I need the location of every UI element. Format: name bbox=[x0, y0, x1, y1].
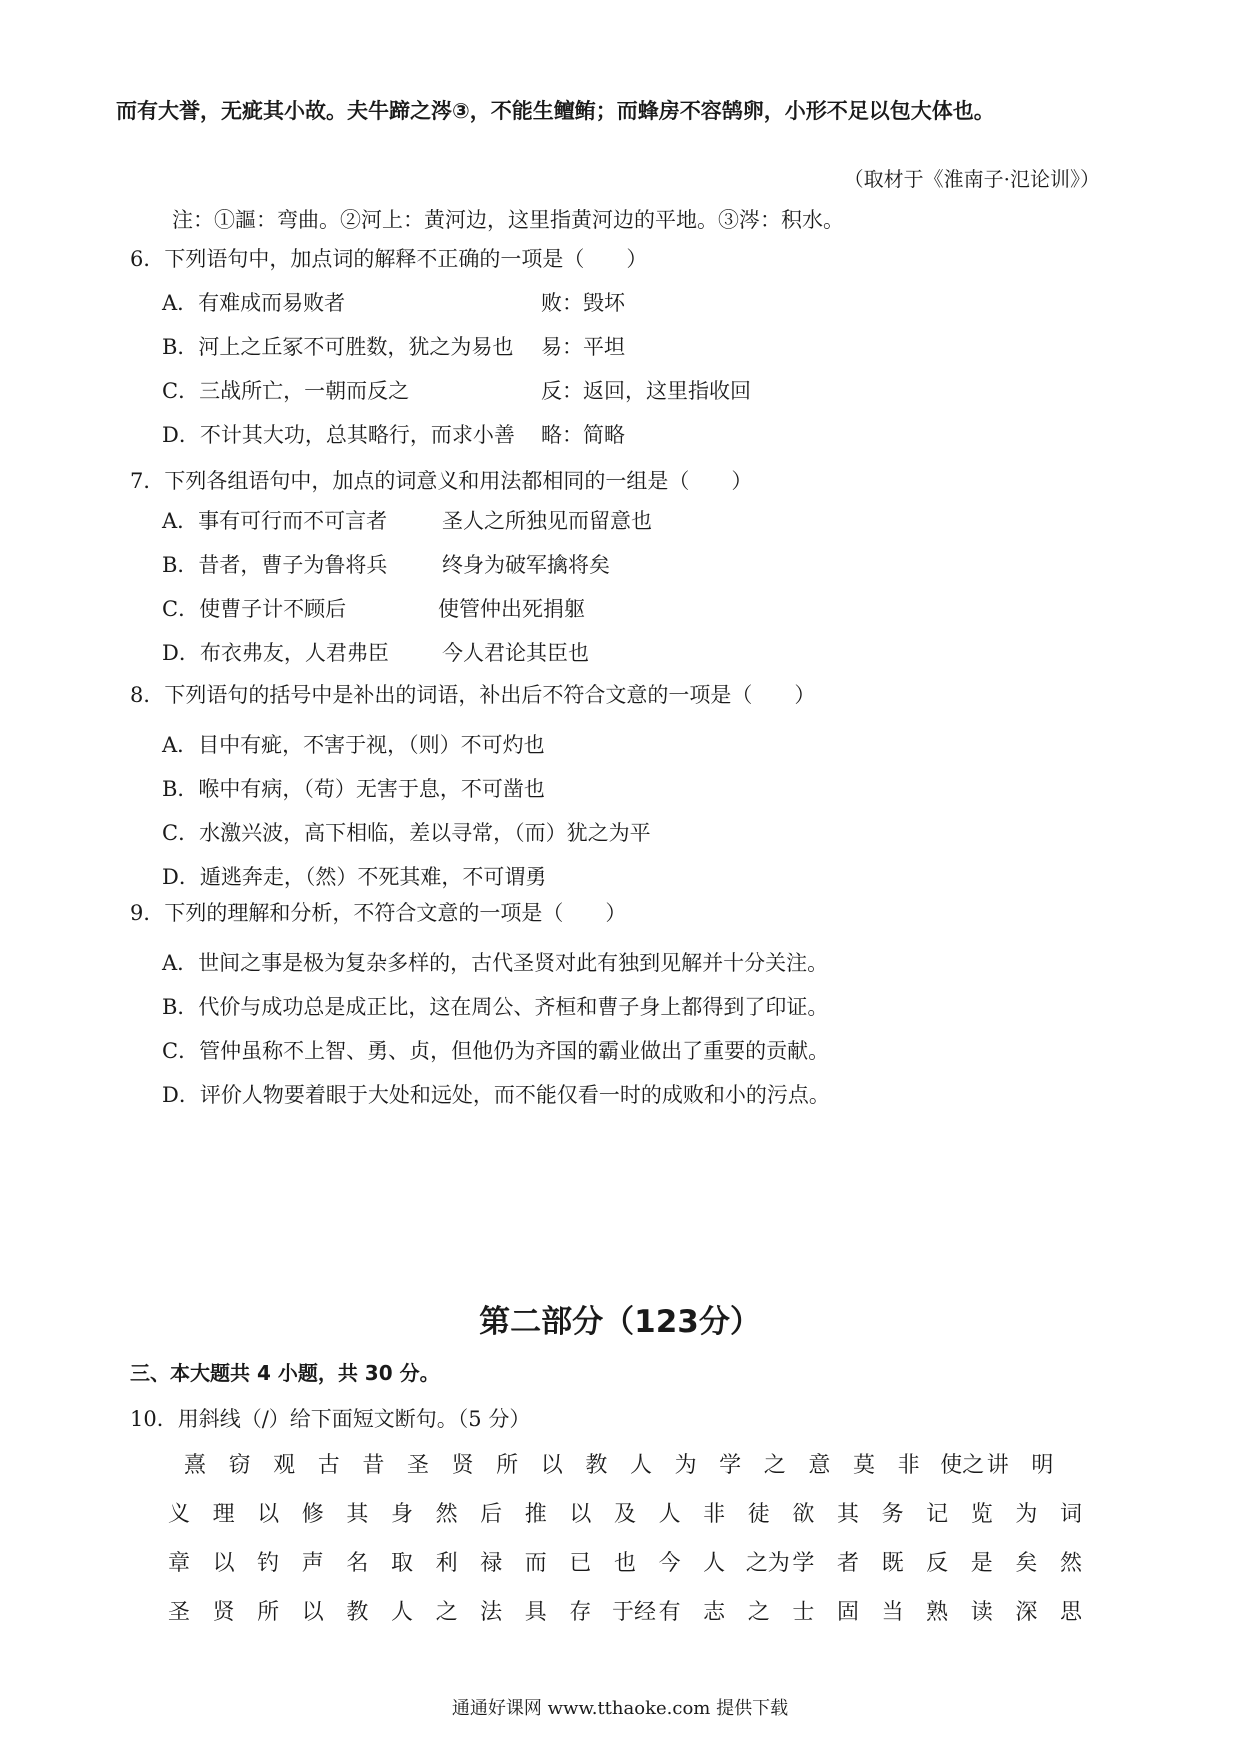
q6-option-a: A．有难成而易败者 bbox=[162, 291, 346, 315]
grid-char: 以 bbox=[569, 1502, 592, 1527]
grid-char: 然 bbox=[435, 1502, 458, 1527]
grid-line-4 bbox=[167, 1595, 1130, 1644]
grid-char: 士 bbox=[792, 1600, 815, 1625]
q7-option-b-left: B．昔者，曹子为鲁将兵 bbox=[162, 553, 388, 577]
grid-char: 有 bbox=[658, 1600, 681, 1625]
grid-char: 读 bbox=[970, 1600, 993, 1625]
page-footer: 通通好课网 www.tthaoke.com 提供下载 bbox=[451, 1698, 789, 1719]
grid-char: 也 bbox=[613, 1551, 636, 1576]
q6-option-b-explain: 易：平坦 bbox=[541, 335, 625, 359]
grid-char: 学 bbox=[792, 1551, 815, 1576]
grid-char: 以 bbox=[257, 1502, 280, 1527]
grid-char: 思 bbox=[1059, 1600, 1082, 1625]
q8-option-a: A．目中有疵，不害于视，（则）不可灼也 bbox=[162, 733, 545, 757]
grid-char: 贤 bbox=[451, 1453, 474, 1478]
grid-char: 具 bbox=[524, 1600, 547, 1625]
q7-option-c-left: C．使曹子计不顾后 bbox=[162, 597, 347, 621]
grid-char: 讲 bbox=[986, 1453, 1009, 1478]
grid-char: 深 bbox=[1015, 1600, 1038, 1625]
q9-option-b: B．代价与成功总是成正比，这在周公、齐桓和曹子身上都得到了印证。 bbox=[162, 995, 829, 1019]
grid-char: 取 bbox=[390, 1551, 413, 1576]
q6-option-d-explain: 略：简略 bbox=[541, 423, 625, 447]
q7-option-b-right: 终身为破军擒将矣 bbox=[442, 553, 610, 577]
q8-option-d: D．遁逃奔走，（然）不死其难，不可谓勇 bbox=[162, 865, 547, 889]
q9-option-d: D．评价人物要着眼于大处和远处，而不能仅看一时的成败和小的污点。 bbox=[162, 1083, 830, 1107]
grid-char: 而 bbox=[524, 1551, 547, 1576]
q9-option-a: A．世间之事是极为复杂多样的，古代圣贤对此有独到见解并十分关注。 bbox=[162, 951, 829, 975]
q7-option-a-right: 圣人之所独见而留意也 bbox=[442, 509, 652, 533]
grid-char: 钓 bbox=[257, 1551, 280, 1576]
grid-char: 为 bbox=[674, 1453, 697, 1478]
grid-char: 然 bbox=[1059, 1551, 1082, 1576]
grid-char: 所 bbox=[496, 1453, 519, 1478]
grid-char: 固 bbox=[836, 1600, 859, 1625]
grid-char: 贤 bbox=[212, 1600, 235, 1625]
grid-char: 于经 bbox=[611, 1600, 656, 1625]
grid-char: 既 bbox=[881, 1551, 904, 1576]
grid-char: 当 bbox=[881, 1600, 904, 1625]
q9-option-c: C．管仲虽称不上智、勇、贞，但他仍为齐国的霸业做出了重要的贡献。 bbox=[162, 1039, 830, 1063]
grid-char: 使之 bbox=[940, 1453, 985, 1478]
grid-char: 已 bbox=[569, 1551, 592, 1576]
grid-char: 窃 bbox=[228, 1453, 251, 1478]
grid-char: 人 bbox=[658, 1502, 681, 1527]
grid-char: 圣 bbox=[167, 1600, 190, 1625]
grid-line-2 bbox=[167, 1497, 1130, 1546]
grid-char: 其 bbox=[836, 1502, 859, 1527]
grid-char: 意 bbox=[808, 1453, 831, 1478]
grid-char: 明 bbox=[1031, 1453, 1054, 1478]
passage-tail-line: 而有大誉，无疵其小故。夫牛蹄之涔③，不能生鳣鲔；而蜂房不容鹄卵，小形不足以包大体也。 bbox=[116, 99, 995, 123]
grid-char: 推 bbox=[524, 1502, 547, 1527]
section-three-heading: 三、本大题共 4 小题，共 30 分。 bbox=[130, 1361, 440, 1385]
grid-char: 人 bbox=[703, 1551, 726, 1576]
q6-option-c-explain: 反：返回，这里指收回 bbox=[541, 379, 751, 403]
grid-char: 非 bbox=[897, 1453, 920, 1478]
question-7-stem: 7．下列各组语句中，加点的词意义和用法都相同的一组是（ ） bbox=[130, 469, 753, 493]
grid-char: 志 bbox=[703, 1600, 726, 1625]
grid-char: 身 bbox=[390, 1502, 413, 1527]
grid-char: 反 bbox=[926, 1551, 949, 1576]
question-10-stem: 10．用斜线（/）给下面短文断句。（5 分） bbox=[130, 1407, 531, 1431]
q7-option-a-left: A．事有可行而不可言者 bbox=[162, 509, 388, 533]
question-6-stem: 6．下列语句中，加点词的解释不正确的一项是（ ） bbox=[130, 247, 648, 271]
grid-char: 声 bbox=[301, 1551, 324, 1576]
grid-char: 章 bbox=[167, 1551, 190, 1576]
grid-char: 教 bbox=[585, 1453, 608, 1478]
grid-char: 圣 bbox=[406, 1453, 429, 1478]
grid-char: 昔 bbox=[362, 1453, 385, 1478]
grid-char: 之 bbox=[435, 1600, 458, 1625]
q6-option-d: D．不计其大功，总其略行，而求小善 bbox=[162, 423, 515, 447]
grid-char: 义 bbox=[167, 1502, 190, 1527]
grid-char: 以 bbox=[212, 1551, 235, 1576]
grid-char: 利 bbox=[435, 1551, 458, 1576]
grid-char: 存 bbox=[569, 1600, 592, 1625]
q6-option-a-explain: 败：毁坏 bbox=[541, 291, 625, 315]
grid-char: 之 bbox=[763, 1453, 786, 1478]
q7-option-c-right: 使管仲出死捐躯 bbox=[438, 597, 585, 621]
grid-char: 务 bbox=[881, 1502, 904, 1527]
grid-char: 理 bbox=[212, 1502, 235, 1527]
grid-char: 为 bbox=[1015, 1502, 1038, 1527]
q7-option-d-left: D．布衣弗友，人君弗臣 bbox=[162, 641, 389, 665]
grid-char: 以 bbox=[540, 1453, 563, 1478]
grid-char: 观 bbox=[273, 1453, 296, 1478]
grid-char: 徒 bbox=[747, 1502, 770, 1527]
grid-char: 修 bbox=[301, 1502, 324, 1527]
passage-source: （取材于《淮南子·氾论训》） bbox=[843, 167, 1100, 191]
question-9-stem: 9．下列的理解和分析，不符合文意的一项是（ ） bbox=[130, 901, 627, 925]
grid-line-1 bbox=[178, 1448, 1130, 1497]
grid-line-3 bbox=[167, 1546, 1130, 1595]
grid-char: 人 bbox=[629, 1453, 652, 1478]
grid-char: 及 bbox=[613, 1502, 636, 1527]
grid-char: 以 bbox=[301, 1600, 324, 1625]
grid-char: 者 bbox=[836, 1551, 859, 1576]
q6-option-b: B．河上之丘冢不可胜数，犹之为易也 bbox=[162, 335, 514, 359]
punctuation-exercise-grid bbox=[167, 1448, 1130, 1644]
passage-notes: 注：①謳：弯曲。②河上：黄河边，这里指黄河边的平地。③涔：积水。 bbox=[172, 208, 844, 232]
grid-char: 名 bbox=[346, 1551, 369, 1576]
part-two-title: 第二部分（123分） bbox=[479, 1304, 761, 1340]
grid-char: 词 bbox=[1059, 1502, 1082, 1527]
grid-char: 熟 bbox=[926, 1600, 949, 1625]
grid-char: 是 bbox=[970, 1551, 993, 1576]
grid-char: 欲 bbox=[792, 1502, 815, 1527]
grid-char: 之为 bbox=[745, 1551, 790, 1576]
question-8-stem: 8．下列语句的括号中是补出的词语，补出后不符合文意的一项是（ ） bbox=[130, 683, 816, 707]
grid-char: 览 bbox=[970, 1502, 993, 1527]
grid-char: 非 bbox=[703, 1502, 726, 1527]
grid-char: 其 bbox=[346, 1502, 369, 1527]
q8-option-b: B．喉中有病，（苟）无害于息，不可凿也 bbox=[162, 777, 545, 801]
q8-option-c: C．水激兴波，高下相临，差以寻常，（而）犹之为平 bbox=[162, 821, 651, 845]
grid-char: 记 bbox=[926, 1502, 949, 1527]
grid-char: 学 bbox=[719, 1453, 742, 1478]
grid-char: 所 bbox=[257, 1600, 280, 1625]
grid-char: 矣 bbox=[1015, 1551, 1038, 1576]
grid-char: 教 bbox=[346, 1600, 369, 1625]
q7-option-d-right: 今人君论其臣也 bbox=[442, 641, 589, 665]
grid-char: 禄 bbox=[480, 1551, 503, 1576]
grid-char: 古 bbox=[317, 1453, 340, 1478]
grid-char: 之 bbox=[747, 1600, 770, 1625]
grid-char: 后 bbox=[480, 1502, 503, 1527]
grid-char: 今 bbox=[658, 1551, 681, 1576]
grid-char: 熹 bbox=[183, 1453, 206, 1478]
q6-option-c: C．三战所亡，一朝而反之 bbox=[162, 379, 410, 403]
grid-char: 人 bbox=[390, 1600, 413, 1625]
grid-char: 法 bbox=[480, 1600, 503, 1625]
grid-char: 莫 bbox=[852, 1453, 875, 1478]
